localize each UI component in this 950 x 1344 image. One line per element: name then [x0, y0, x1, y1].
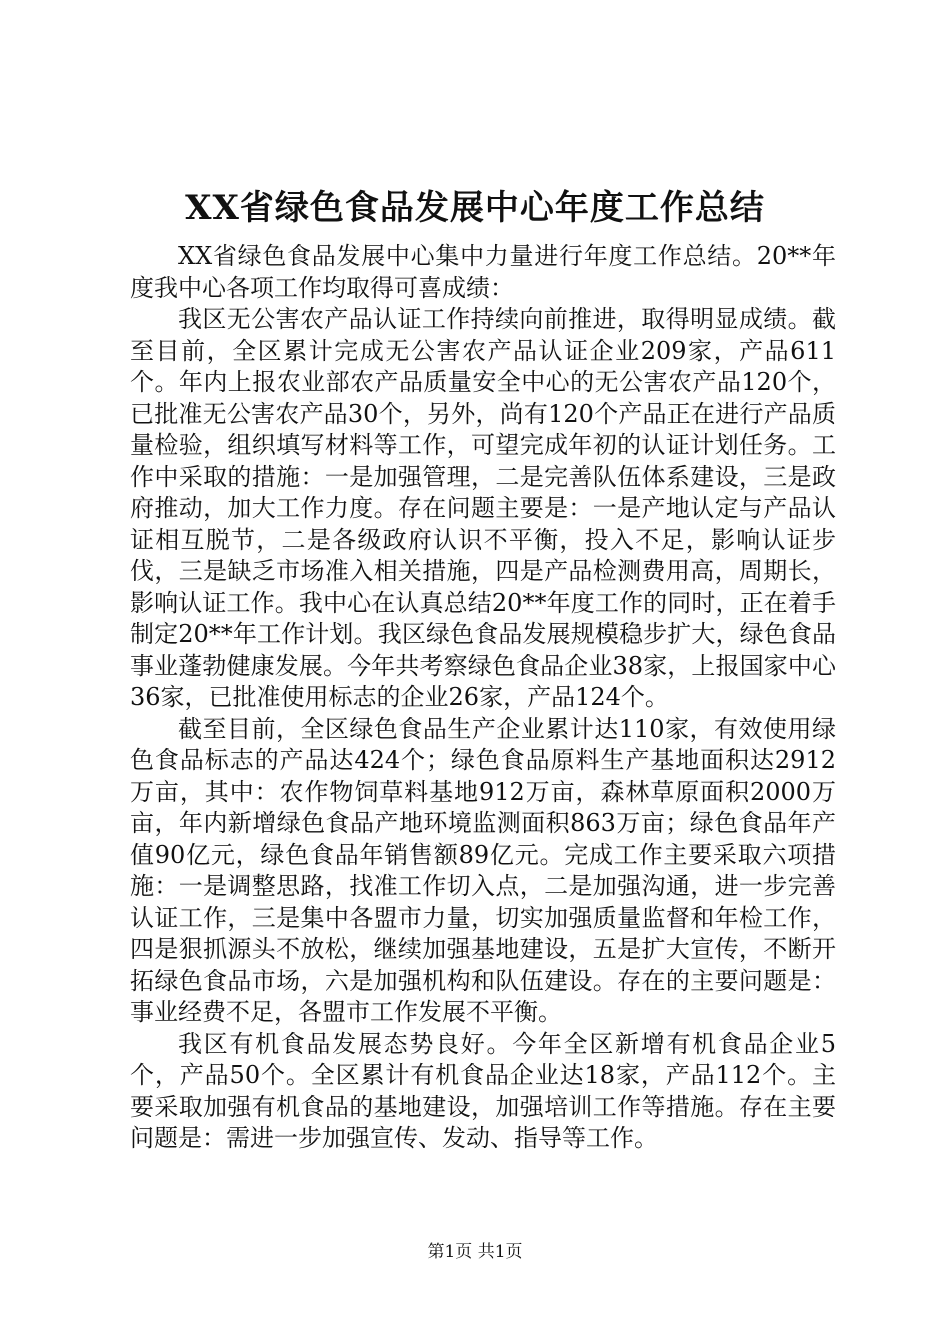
paragraph-green-food-statistics: 截至目前，全区绿色食品生产企业累计达110家，有效使用绿色食品标志的产品达424个；绿色食品原料生产基地面积达2912万亩，其中：农作物饲草料基地912万亩，森林草原面积2000万亩，年内新增绿色食品产地环境监测面积863万亩；绿色食品年产值90亿元，绿色食品年销售额89亿元。完成工作主要采取六项措施：一是调整思路，找准工作切入点，二是加强沟通，进一步完善认证工作，三是集中各盟市力量，切实加强质量监督和年检工作，四是狠抓源头不放松，继续加强基地建设，五是扩大宣传，不断开拓绿色食品市场，六是加强机构和队伍建设。存在的主要问题是：事业经费不足，各盟市工作发展不平衡。 — [130, 714, 836, 1026]
paragraph-intro: XX省绿色食品发展中心集中力量进行年度工作总结。20**年度我中心各项工作均取得可喜成绩： — [130, 242, 836, 302]
document-body — [130, 241, 836, 1155]
paragraph-pollution-free-certification: 我区无公害农产品认证工作持续向前推进，取得明显成绩。截至目前，全区累计完成无公害农产品认证企业209家，产品611个。年内上报农业部农产品质量安全中心的无公害农产品120个，已批准无公害农产品30个，另外，尚有120个产品正在进行产品质量检验，组织填写材料等工作，可望完成年初的认证计划任务。工作中采取的措施：一是加强管理，二是完善队伍体系建设，三是政府推动，加大工作力度。存在问题主要是：一是产地认定与产品认证相互脱节，二是各级政府认识不平衡，投入不足，影响认证步伐，三是缺乏市场准入相关措施，四是产品检测费用高，周期长，影响认证工作。我中心在认真总结20**年度工作的同时，正在着手制定20**年工作计划。我区绿色食品发展规模稳步扩大，绿色食品事业蓬勃健康发展。今年共考察绿色食品企业38家，上报国家中心36家，已批准使用标志的企业26家，产品124个。 — [130, 305, 836, 711]
paragraph-organic-food: 我区有机食品发展态势良好。今年全区新增有机食品企业5个，产品50个。全区累计有机食品企业达18家，产品112个。主要采取加强有机食品的基地建设，加强培训工作等措施。存在主要问题是：需进一步加强宣传、发动、指导等工作。 — [130, 1029, 836, 1152]
page-number-footer: 第1页 共1页 — [427, 1242, 523, 1262]
document-title: XX省绿色食品发展中心年度工作总结 — [185, 188, 765, 228]
